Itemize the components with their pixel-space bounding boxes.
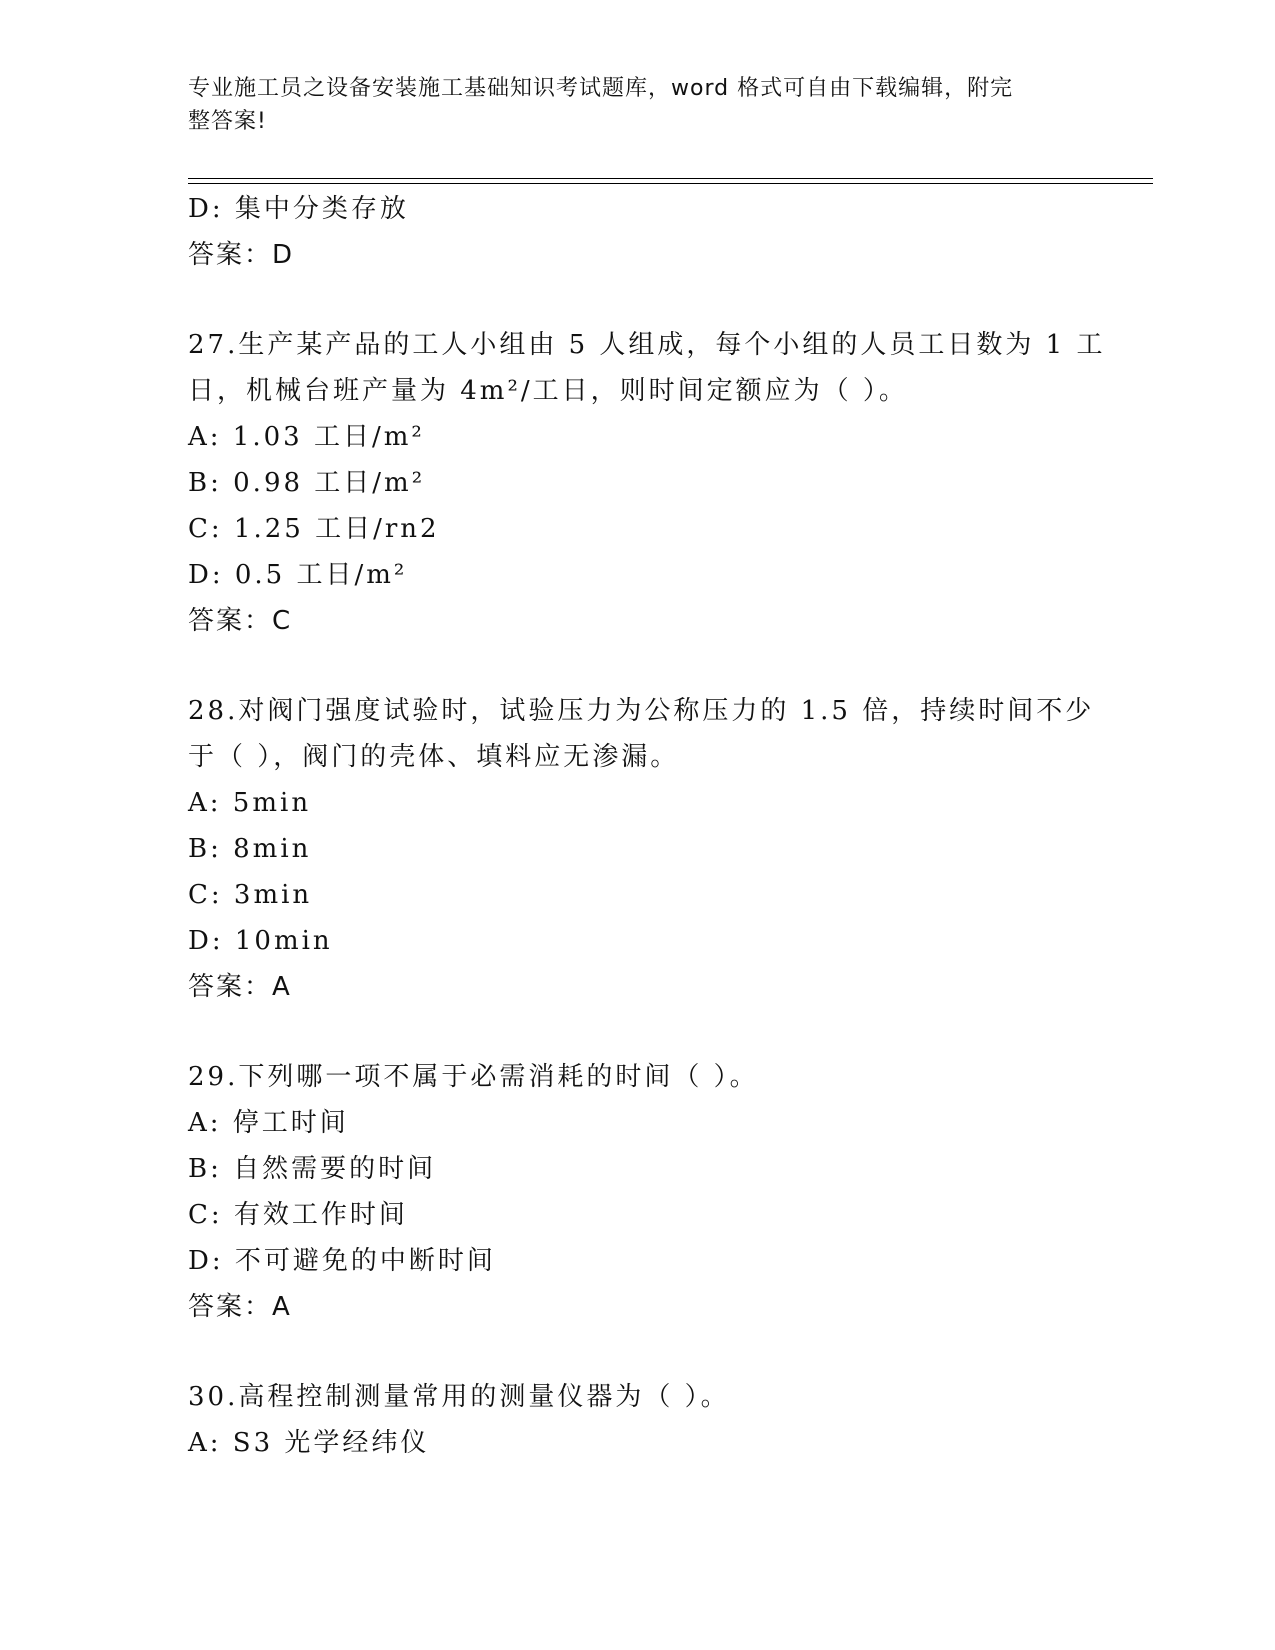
question-stem: 30.高程控制测量常用的测量仪器为（ ）。 <box>188 1382 730 1412</box>
option-c: C: 1.25 工日/rn2 <box>188 514 440 544</box>
document-header <box>188 72 1068 138</box>
option-c: C: 3min <box>188 880 313 910</box>
option-a: A: 停工时间 <box>188 1108 349 1138</box>
question-stem-continued: 于（ ），阀门的壳体、填料应无渗漏。 <box>188 742 680 772</box>
answer-line: 答案：A <box>188 1292 292 1322</box>
question-stem: 29.下列哪一项不属于必需消耗的时间（ ）。 <box>188 1062 759 1092</box>
question-27 <box>188 322 1106 644</box>
question-stem: 27.生产某产品的工人小组由 5 人组成，每个小组的人员工日数为 1 工 <box>188 330 1106 360</box>
question-30 <box>188 1374 1088 1466</box>
header-divider-top <box>188 178 1153 179</box>
question-fragment-26 <box>188 186 1088 278</box>
question-28 <box>188 688 1095 1010</box>
answer-line: 答案：C <box>188 606 293 636</box>
option-a: A: S3 光学经纬仪 <box>188 1428 430 1458</box>
header-line-2: 整答案! <box>188 109 267 134</box>
question-29 <box>188 1054 1088 1330</box>
question-stem: 28.对阀门强度试验时，试验压力为公称压力的 1.5 倍，持续时间不少 <box>188 696 1095 726</box>
answer-line: 答案：A <box>188 972 292 1002</box>
option-b: B: 0.98 工日/m² <box>188 468 426 498</box>
option-a: A: 1.03 工日/m² <box>188 422 425 452</box>
question-stem-continued: 日，机械台班产量为 4m²/工日，则时间定额应为（ ）。 <box>188 376 908 406</box>
option-b: B: 自然需要的时间 <box>188 1154 437 1184</box>
option-a: A: 5min <box>188 788 312 818</box>
option-d: D: 集中分类存放 <box>188 194 409 224</box>
option-d: D: 不可避免的中断时间 <box>188 1246 496 1276</box>
answer-line: 答案：D <box>188 240 295 270</box>
option-d: D: 0.5 工日/m² <box>188 560 408 590</box>
option-c: C: 有效工作时间 <box>188 1200 408 1230</box>
question-list <box>188 186 1106 1466</box>
header-line-1: 专业施工员之设备安装施工基础知识考试题库，word 格式可自由下载编辑，附完 <box>188 76 1014 101</box>
option-d: D: 10min <box>188 926 333 956</box>
header-divider-bottom <box>188 183 1153 184</box>
option-b: B: 8min <box>188 834 312 864</box>
